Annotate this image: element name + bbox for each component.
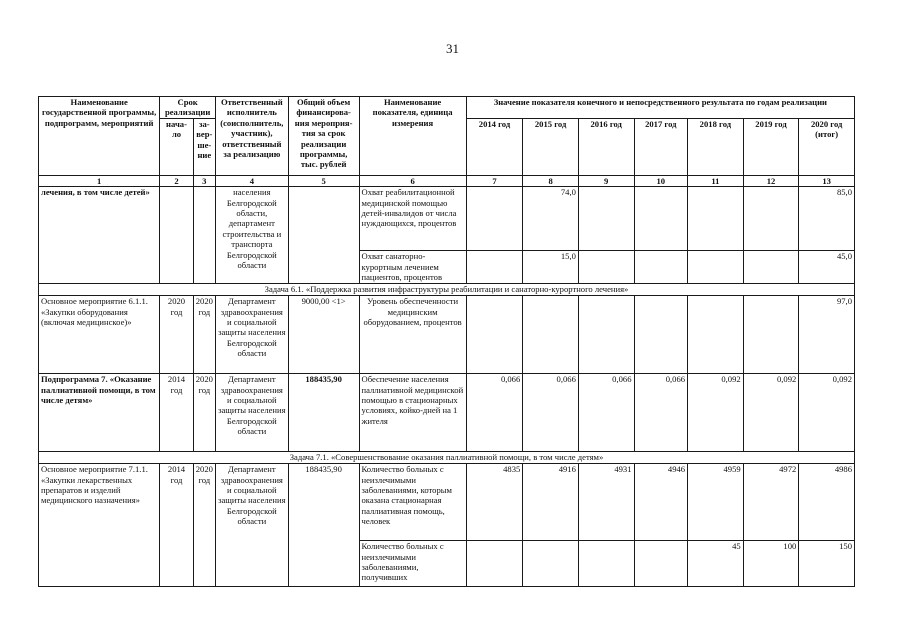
value-cell: 0,092 — [799, 374, 855, 452]
finance-cell — [288, 187, 359, 284]
task-row — [39, 284, 855, 296]
finance-cell: 9000,00 <1> — [288, 296, 359, 374]
value-cell — [466, 541, 523, 587]
value-cell — [466, 251, 523, 284]
value-cell — [578, 251, 634, 284]
value-cell — [523, 541, 579, 587]
column-number: 2 — [160, 175, 193, 186]
value-cell: 150 — [799, 541, 855, 587]
header-end: за-вер-ше-ние — [193, 118, 215, 175]
value-cell — [688, 251, 744, 284]
column-number: 11 — [688, 175, 744, 186]
table-row — [39, 296, 855, 374]
start-cell — [160, 187, 193, 284]
header-year-2016: 2016 год — [578, 118, 634, 175]
indicator-table — [38, 96, 855, 587]
value-cell — [466, 296, 523, 374]
header-term: Срок реализации — [160, 97, 216, 119]
header-program: Наименование государственной программы, подпрограмм, мероприятий — [39, 97, 160, 176]
value-cell: 0,066 — [523, 374, 579, 452]
value-cell — [634, 187, 688, 251]
value-cell: 100 — [743, 541, 799, 587]
column-number: 13 — [799, 175, 855, 186]
header-finance: Общий объем финансирова-ния мероприя-тия за срок реализации программы, тыс. рублей — [288, 97, 359, 176]
header-year-2015: 2015 год — [523, 118, 579, 175]
header-start: нача-ло — [160, 118, 193, 175]
column-number: 1 — [39, 175, 160, 186]
header-year-2014: 2014 год — [466, 118, 523, 175]
table-row — [39, 187, 855, 251]
value-cell: 0,066 — [634, 374, 688, 452]
executor-cell: Департамент здравоохранения и социальной защиты населения Белгородской области — [215, 374, 288, 452]
program-cell: лечения, в том числе детей» — [39, 187, 160, 284]
value-cell — [688, 296, 744, 374]
executor-cell: Департамент здравоохранения и социальной защиты населения Белгородской области — [215, 464, 288, 587]
value-cell — [743, 187, 799, 251]
header-executor: Ответственный исполнитель (соисполнитель, участник), ответственный за реализацию — [215, 97, 288, 176]
task-row — [39, 452, 855, 464]
program-cell: Основное мероприятие 7.1.1. «Закупки лекарственных препаратов и изделий медицинского назначения» — [39, 464, 160, 587]
indicator-cell: Охват реабилитационной медицинской помощью детей-инвалидов от числа нуждающихся, процентов — [359, 187, 466, 251]
value-cell: 4959 — [688, 464, 744, 541]
page-number: 31 — [446, 41, 459, 56]
header-values: Значение показателя конечного и непосредственного результата по годам реализации — [466, 97, 854, 119]
value-cell — [578, 541, 634, 587]
column-number: 3 — [193, 175, 215, 186]
indicator-cell: Охват санаторно-курортным лечением пациентов, процентов — [359, 251, 466, 284]
value-cell — [523, 296, 579, 374]
column-number: 4 — [215, 175, 288, 186]
value-cell: 74,0 — [523, 187, 579, 251]
start-cell: 2014 год — [160, 374, 193, 452]
column-number: 9 — [578, 175, 634, 186]
end-cell — [193, 187, 215, 284]
end-cell: 2020 год — [193, 464, 215, 587]
value-cell: 97,0 — [799, 296, 855, 374]
value-cell — [743, 251, 799, 284]
header-year-2018: 2018 год — [688, 118, 744, 175]
value-cell: 4835 — [466, 464, 523, 541]
column-number: 5 — [288, 175, 359, 186]
indicator-cell: Количество больных с неизлечимыми заболеваниями, которым оказана стационарная паллиативная помощь, человек — [359, 464, 466, 541]
value-cell: 45 — [688, 541, 744, 587]
task-title: Задача 6.1. «Поддержка развития инфраструктуры реабилитации и санаторно-курортного лечения» — [39, 284, 855, 296]
value-cell: 4972 — [743, 464, 799, 541]
start-cell: 2014 год — [160, 464, 193, 587]
value-cell: 0,092 — [743, 374, 799, 452]
value-cell — [688, 187, 744, 251]
value-cell: 4986 — [799, 464, 855, 541]
value-cell — [466, 187, 523, 251]
header-year-2020: 2020 год (итог) — [799, 118, 855, 175]
value-cell: 4931 — [578, 464, 634, 541]
end-cell: 2020 год — [193, 296, 215, 374]
executor-cell: населения Белгородской области, департамент строительства и транспорта Белгородской области — [215, 187, 288, 284]
value-cell: 0,066 — [466, 374, 523, 452]
start-cell: 2020 год — [160, 296, 193, 374]
finance-cell: 188435,90 — [288, 464, 359, 587]
value-cell — [578, 296, 634, 374]
column-number: 7 — [466, 175, 523, 186]
value-cell: 0,066 — [578, 374, 634, 452]
finance-cell: 188435,90 — [288, 374, 359, 452]
value-cell: 15,0 — [523, 251, 579, 284]
indicator-cell: Уровень обеспеченности медицинским оборудованием, процентов — [359, 296, 466, 374]
indicator-cell: Количество больных с неизлечимыми заболеваниями, получивших — [359, 541, 466, 587]
program-cell: Основное мероприятие 6.1.1. «Закупки оборудования (включая медицинское)» — [39, 296, 160, 374]
value-cell — [743, 296, 799, 374]
program-cell: Подпрограмма 7. «Оказание паллиативной помощи, в том числе детям» — [39, 374, 160, 452]
column-number: 8 — [523, 175, 579, 186]
value-cell: 0,092 — [688, 374, 744, 452]
column-number-row — [39, 175, 855, 186]
value-cell: 4946 — [634, 464, 688, 541]
executor-cell: Департамент здравоохранения и социальной защиты населения Белгородской области — [215, 296, 288, 374]
value-cell — [634, 541, 688, 587]
end-cell: 2020 год — [193, 374, 215, 452]
column-number: 6 — [359, 175, 466, 186]
value-cell — [634, 251, 688, 284]
value-cell: 85,0 — [799, 187, 855, 251]
column-number: 12 — [743, 175, 799, 186]
column-number: 10 — [634, 175, 688, 186]
header-year-2019: 2019 год — [743, 118, 799, 175]
value-cell — [578, 187, 634, 251]
header-year-2017: 2017 год — [634, 118, 688, 175]
value-cell: 45,0 — [799, 251, 855, 284]
value-cell: 4916 — [523, 464, 579, 541]
table-row — [39, 464, 855, 541]
table-row — [39, 374, 855, 452]
indicator-cell: Обеспечение населения паллиативной медицинской помощью в стационарных условиях, койко-дней на 1 жителя — [359, 374, 466, 452]
header-indicator: Наименование показателя, единица измерения — [359, 97, 466, 176]
value-cell — [634, 296, 688, 374]
task-title: Задача 7.1. «Совершенствование оказания паллиативной помощи, в том числе детям» — [39, 452, 855, 464]
